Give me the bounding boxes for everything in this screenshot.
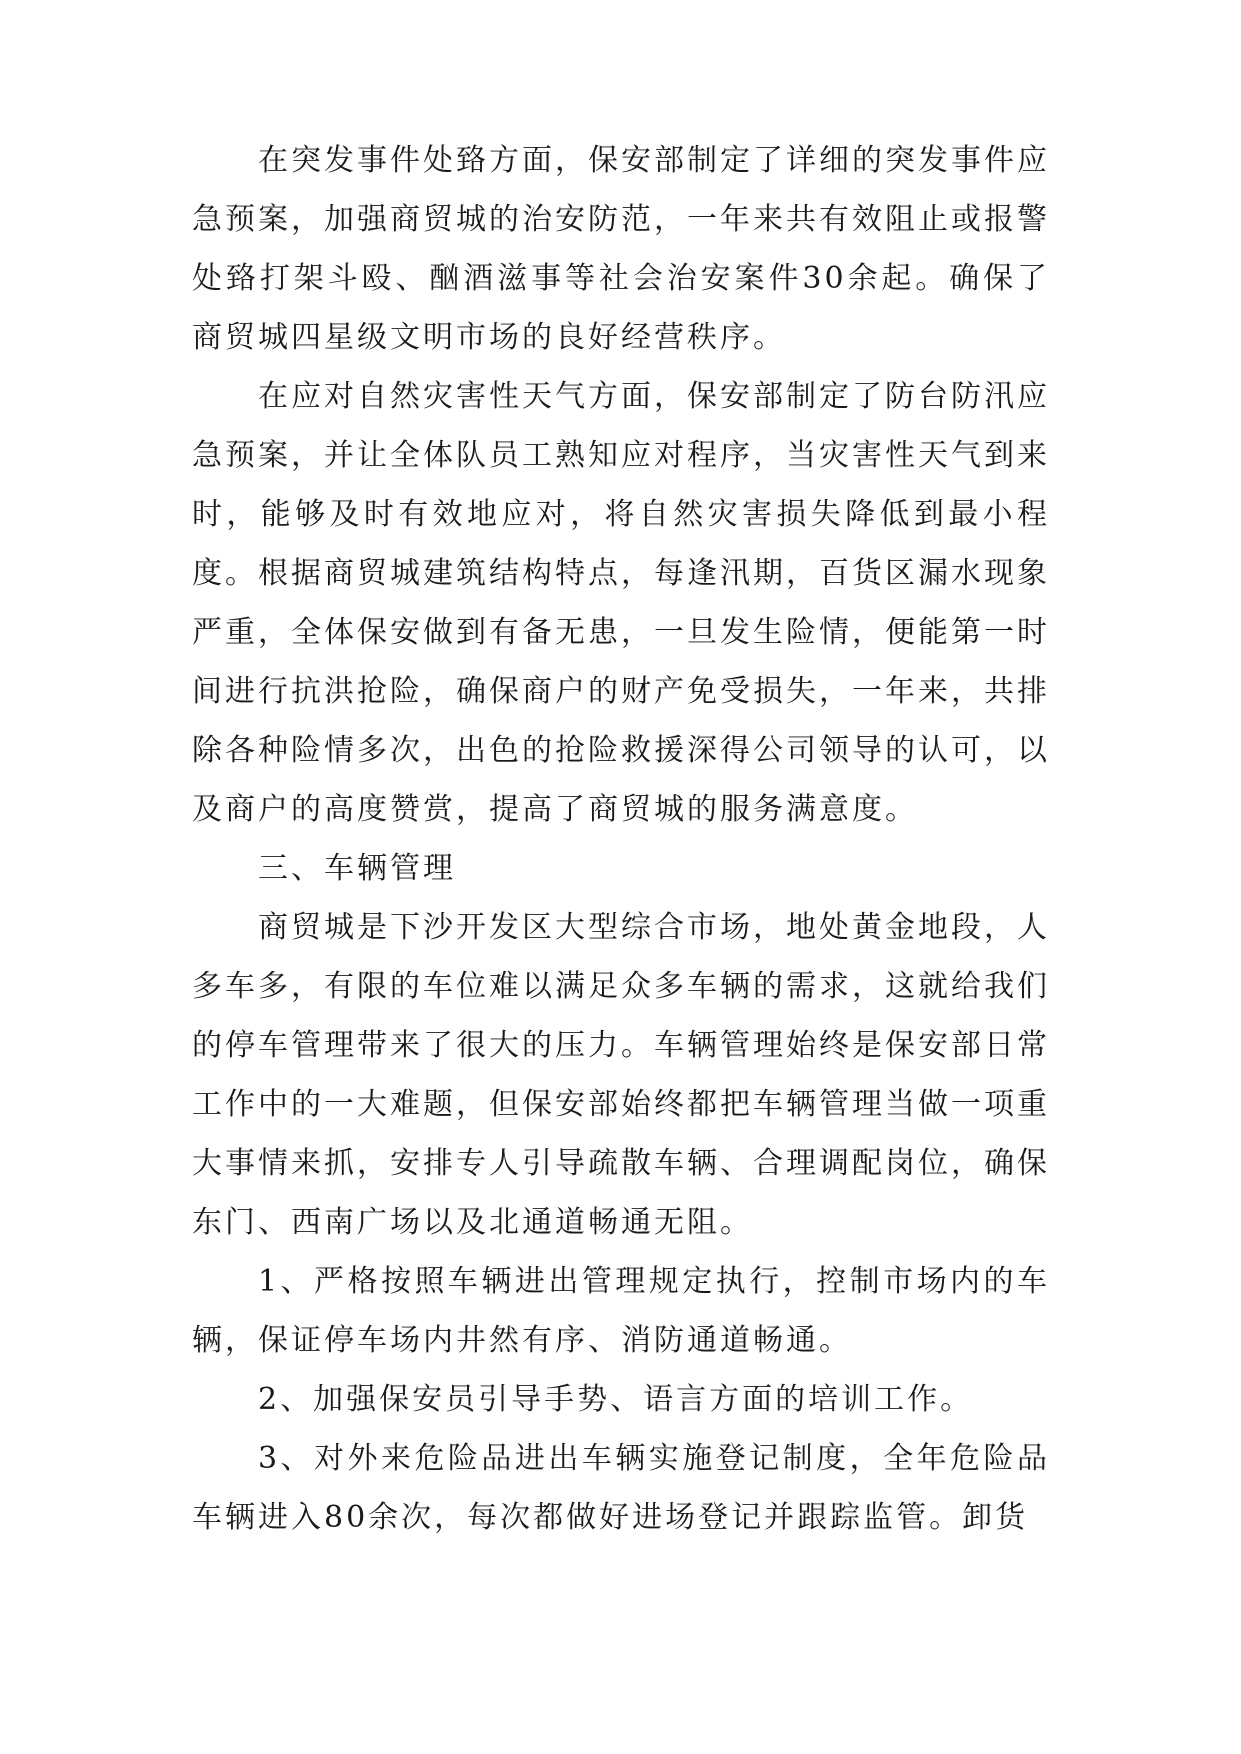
section-heading-vehicle-management: 三、车辆管理 [258, 851, 456, 886]
paragraph-emergency-handling: 在突发事件处臵方面，保安部制定了详细的突发事件应急预案，加强商贸城的治安防范，一年来共有效阻止或报警处臵打架斗殴、酗酒滋事等社会治安案件30余起。确保了商贸城四星级文明市场的良好经营秩序。 [192, 143, 1050, 355]
list-item-3: 3、对外来危险品进出车辆实施登记制度，全年危险品车辆进入80余次，每次都做好进场登记并跟踪监管。卸货 [192, 1441, 1050, 1535]
paragraph-vehicle-overview: 商贸城是下沙开发区大型综合市场，地处黄金地段，人多车多，有限的车位难以满足众多车辆的需求，这就给我们的停车管理带来了很大的压力。车辆管理始终是保安部日常工作中的一大难题，但保安部始终都把车辆管理当做一项重大事情来抓，安排专人引导疏散车辆、合理调配岗位，确保东门、西南广场以及北通道畅通无阻。 [192, 910, 1050, 1240]
paragraph-natural-disaster: 在应对自然灾害性天气方面，保安部制定了防台防汛应急预案，并让全体队员工熟知应对程序，当灾害性天气到来时，能够及时有效地应对，将自然灾害损失降低到最小程度。根据商贸城建筑结构特点，每逢汛期，百货区漏水现象严重，全体保安做到有备无患，一旦发生险情，便能第一时间进行抗洪抢险，确保商户的财产免受损失，一年来，共排除各种险情多次，出色的抢险救援深得公司领导的认可，以及商户的高度赞赏，提高了商贸城的服务满意度。 [192, 379, 1050, 827]
list-item-1: 1、严格按照车辆进出管理规定执行，控制市场内的车辆，保证停车场内井然有序、消防通道畅通。 [192, 1264, 1050, 1358]
document-page [192, 131, 1050, 1547]
list-item-2: 2、加强保安员引导手势、语言方面的培训工作。 [258, 1382, 974, 1417]
